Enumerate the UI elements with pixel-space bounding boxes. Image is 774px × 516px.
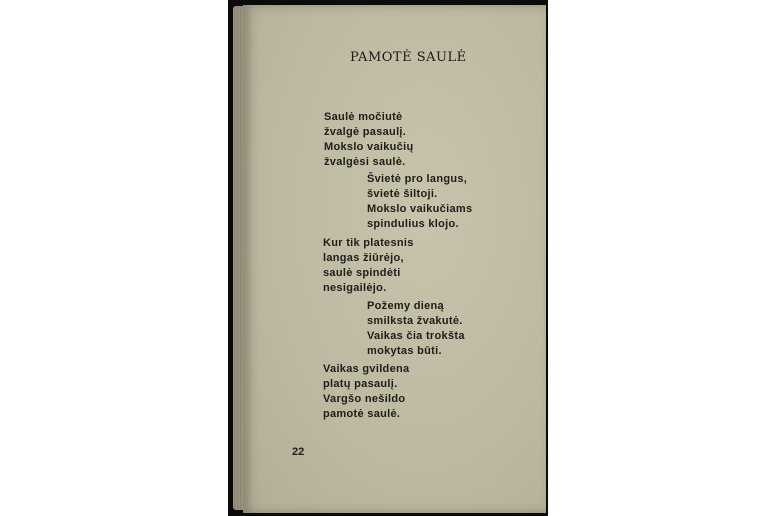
poem-line: Vaikas gvildena [323, 363, 410, 375]
stanza-3 [323, 236, 414, 296]
stanza-1 [324, 110, 413, 170]
stanza-4 [367, 299, 465, 359]
poem-line: Mokslo vaikučiams [367, 203, 473, 215]
poem-line: nesigailėjo. [323, 282, 387, 294]
poem-line: Mokslo vaikučių [324, 141, 414, 153]
poem-line: Vaikas čia trokšta [367, 330, 465, 342]
poem-line: pamotė saulė. [323, 408, 401, 420]
poem-line: Vargšo nešildo [323, 393, 406, 405]
poem-line: spindulius klojo. [367, 218, 459, 230]
stanza-5 [323, 362, 409, 422]
poem-line: platų pasaulį. [323, 378, 398, 390]
poem-line: Kur tik platesnis [323, 237, 414, 249]
poem-line: žvalgėsi saulė. [324, 156, 406, 168]
page-number: 22 [292, 446, 305, 458]
poem-line: saulė spindėti [323, 267, 401, 279]
poem-line: Saulė močiutė [324, 111, 403, 123]
stanza-2 [367, 172, 472, 232]
poem-line: smilksta žvakutė. [367, 315, 463, 327]
poem-line: Požemy dieną [367, 300, 444, 312]
poem-title: PAMOTĖ SAULĖ [350, 50, 467, 65]
poem-line: mokytas būti. [367, 345, 442, 357]
poem-line: švietė šiltoji. [367, 188, 438, 200]
poem-line: langas žiūrėjo, [323, 252, 404, 264]
poem-line: Švietė pro langus, [367, 173, 468, 185]
poem-line: žvalgė pasaulį. [324, 126, 407, 138]
